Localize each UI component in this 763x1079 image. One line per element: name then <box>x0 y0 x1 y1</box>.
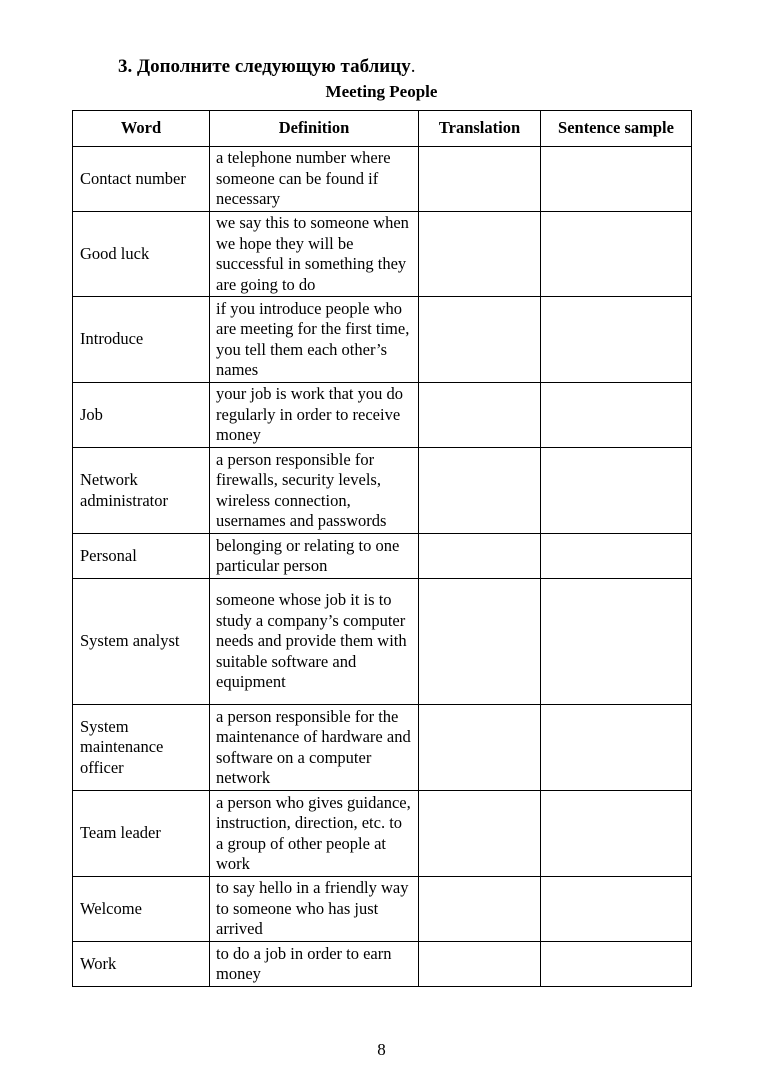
word-cell: Work <box>73 942 210 987</box>
table-row <box>73 705 692 791</box>
definition-cell: if you introduce people who are meeting for the first time, you tell them each other’s names <box>210 297 419 383</box>
translation-cell[interactable] <box>419 297 541 383</box>
exercise-heading <box>118 56 415 78</box>
translation-cell[interactable] <box>419 579 541 705</box>
word-cell: Network administrator <box>73 448 210 534</box>
header-definition: Definition <box>210 111 419 147</box>
sentence-cell[interactable] <box>541 877 692 942</box>
table-row <box>73 534 692 579</box>
translation-cell[interactable] <box>419 877 541 942</box>
sentence-cell[interactable] <box>541 942 692 987</box>
word-cell: Team leader <box>73 791 210 877</box>
definition-cell: a telephone number where someone can be found if necessary <box>210 147 419 212</box>
header-sentence-sample: Sentence sample <box>541 111 692 147</box>
table-row <box>73 212 692 297</box>
definition-cell: belonging or relating to one particular person <box>210 534 419 579</box>
translation-cell[interactable] <box>419 791 541 877</box>
table-row <box>73 791 692 877</box>
table-row <box>73 297 692 383</box>
definition-cell: a person responsible for firewalls, security levels, wireless connection, usernames and passwords <box>210 448 419 534</box>
word-cell: Good luck <box>73 212 210 297</box>
translation-cell[interactable] <box>419 383 541 448</box>
word-cell: Welcome <box>73 877 210 942</box>
sentence-cell[interactable] <box>541 147 692 212</box>
word-cell: Personal <box>73 534 210 579</box>
exercise-heading-punct: . <box>410 56 416 77</box>
table-row <box>73 448 692 534</box>
sentence-cell[interactable] <box>541 705 692 791</box>
word-cell: Contact number <box>73 147 210 212</box>
translation-cell[interactable] <box>419 534 541 579</box>
table-header-row <box>73 111 692 147</box>
translation-cell[interactable] <box>419 942 541 987</box>
sentence-cell[interactable] <box>541 212 692 297</box>
word-cell: Job <box>73 383 210 448</box>
definition-cell: to do a job in order to earn money <box>210 942 419 987</box>
vocabulary-table <box>72 110 692 987</box>
table-row <box>73 877 692 942</box>
exercise-heading-text: 3. Дополните следующую таблицу <box>118 56 411 77</box>
table-row <box>73 579 692 705</box>
translation-cell[interactable] <box>419 147 541 212</box>
translation-cell[interactable] <box>419 705 541 791</box>
word-cell: Introduce <box>73 297 210 383</box>
sentence-cell[interactable] <box>541 448 692 534</box>
definition-cell: a person who gives guidance, instruction, direction, etc. to a group of other people at work <box>210 791 419 877</box>
definition-cell: to say hello in a friendly way to someone who has just arrived <box>210 877 419 942</box>
word-cell: System maintenance officer <box>73 705 210 791</box>
table-row <box>73 942 692 987</box>
sentence-cell[interactable] <box>541 579 692 705</box>
definition-cell: someone whose job it is to study a company’s computer needs and provide them with suitable software and equipment <box>210 579 419 705</box>
definition-cell: your job is work that you do regularly in order to receive money <box>210 383 419 448</box>
definition-cell: we say this to someone when we hope they will be successful in something they are going to do <box>210 212 419 297</box>
sentence-cell[interactable] <box>541 534 692 579</box>
header-word: Word <box>73 111 210 147</box>
sentence-cell[interactable] <box>541 297 692 383</box>
word-cell: System analyst <box>73 579 210 705</box>
page-number: 8 <box>377 1040 386 1059</box>
translation-cell[interactable] <box>419 448 541 534</box>
table-row <box>73 147 692 212</box>
header-translation: Translation <box>419 111 541 147</box>
sentence-cell[interactable] <box>541 791 692 877</box>
sentence-cell[interactable] <box>541 383 692 448</box>
translation-cell[interactable] <box>419 212 541 297</box>
table-row <box>73 383 692 448</box>
table-title: Meeting People <box>325 82 438 101</box>
definition-cell: a person responsible for the maintenance of hardware and software on a computer network <box>210 705 419 791</box>
